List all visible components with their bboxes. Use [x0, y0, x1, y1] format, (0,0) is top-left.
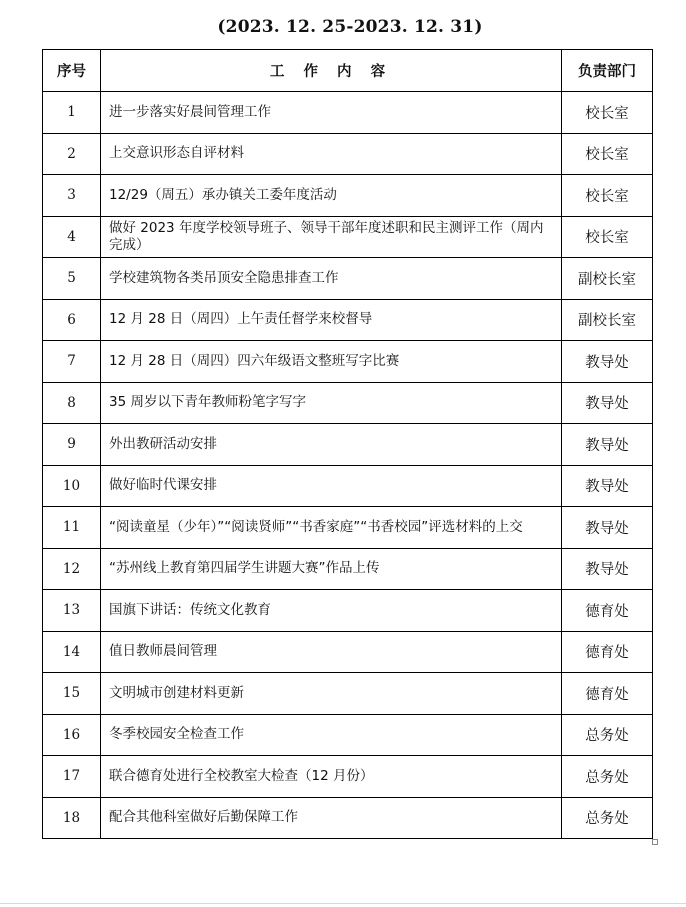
- table-row: [43, 216, 653, 258]
- task-content: 12 月 28 日（周四）四六年级语文整班写字比赛: [101, 341, 562, 383]
- table-row: [43, 92, 653, 134]
- task-content: 12 月 28 日（周四）上午责任督学来校督导: [101, 299, 562, 341]
- responsible-dept: 教导处: [562, 548, 653, 590]
- table-row: [43, 341, 653, 383]
- row-number: 18: [43, 797, 101, 839]
- responsible-dept: 副校长室: [562, 299, 653, 341]
- table-row: [43, 175, 653, 217]
- task-content: “苏州线上教育第四届学生讲题大赛”作品上传: [101, 548, 562, 590]
- row-number: 1: [43, 92, 101, 134]
- task-content: 冬季校园安全检查工作: [101, 714, 562, 756]
- row-number: 3: [43, 175, 101, 217]
- responsible-dept: 校长室: [562, 133, 653, 175]
- header-content: 工 作 内 容: [101, 50, 562, 92]
- table-row: [43, 424, 653, 466]
- table-body: [43, 92, 653, 839]
- task-content: 联合德育处进行全校教室大检查（12 月份）: [101, 756, 562, 798]
- table-row: [43, 631, 653, 673]
- table-row: [43, 673, 653, 715]
- responsible-dept: 总务处: [562, 797, 653, 839]
- row-number: 13: [43, 590, 101, 632]
- table-row: [43, 507, 653, 549]
- responsible-dept: 校长室: [562, 175, 653, 217]
- task-content: 进一步落实好晨间管理工作: [101, 92, 562, 134]
- table-row: [43, 756, 653, 798]
- responsible-dept: 德育处: [562, 631, 653, 673]
- table-row: [43, 382, 653, 424]
- row-number: 10: [43, 465, 101, 507]
- row-number: 7: [43, 341, 101, 383]
- task-content: 国旗下讲话：传统文化教育: [101, 590, 562, 632]
- task-content: 35 周岁以下青年教师粉笔字写字: [101, 382, 562, 424]
- task-content: 学校建筑物各类吊顶安全隐患排查工作: [101, 258, 562, 300]
- header-dept: 负责部门: [562, 50, 653, 92]
- row-number: 5: [43, 258, 101, 300]
- table-row: [43, 258, 653, 300]
- row-number: 4: [43, 216, 101, 258]
- row-number: 9: [43, 424, 101, 466]
- row-number: 12: [43, 548, 101, 590]
- table-row: [43, 299, 653, 341]
- responsible-dept: 总务处: [562, 756, 653, 798]
- task-content: 做好临时代课安排: [101, 465, 562, 507]
- row-number: 2: [43, 133, 101, 175]
- page-title: (2023. 12. 25-2023. 12. 31): [217, 17, 483, 37]
- table-row: [43, 714, 653, 756]
- responsible-dept: 德育处: [562, 673, 653, 715]
- responsible-dept: 校长室: [562, 216, 653, 258]
- row-number: 11: [43, 507, 101, 549]
- responsible-dept: 教导处: [562, 341, 653, 383]
- table-row: [43, 465, 653, 507]
- responsible-dept: 教导处: [562, 382, 653, 424]
- table-row: [43, 590, 653, 632]
- responsible-dept: 教导处: [562, 507, 653, 549]
- row-number: 17: [43, 756, 101, 798]
- task-content: 12/29（周五）承办镇关工委年度活动: [101, 175, 562, 217]
- row-number: 14: [43, 631, 101, 673]
- page-bottom-divider: [0, 903, 686, 904]
- responsible-dept: 副校长室: [562, 258, 653, 300]
- task-content: 配合其他科室做好后勤保障工作: [101, 797, 562, 839]
- header-no: 序号: [43, 50, 101, 92]
- task-content: 文明城市创建材料更新: [101, 673, 562, 715]
- table-row: [43, 797, 653, 839]
- responsible-dept: 德育处: [562, 590, 653, 632]
- responsible-dept: 总务处: [562, 714, 653, 756]
- row-number: 6: [43, 299, 101, 341]
- table-header-row: [43, 50, 653, 92]
- row-number: 8: [43, 382, 101, 424]
- responsible-dept: 教导处: [562, 465, 653, 507]
- responsible-dept: 校长室: [562, 92, 653, 134]
- table-row: [43, 133, 653, 175]
- task-content: 上交意识形态自评材料: [101, 133, 562, 175]
- row-number: 15: [43, 673, 101, 715]
- task-content: “阅读童星（少年）”“阅读贤师”“书香家庭”“书香校园”评选材料的上交: [101, 507, 562, 549]
- responsible-dept: 教导处: [562, 424, 653, 466]
- task-content: 值日教师晨间管理: [101, 631, 562, 673]
- task-content: 外出教研活动安排: [101, 424, 562, 466]
- end-of-cell-marker: [652, 839, 658, 845]
- table-row: [43, 548, 653, 590]
- row-number: 16: [43, 714, 101, 756]
- schedule-table: [42, 49, 653, 839]
- task-content: 做好 2023 年度学校领导班子、领导干部年度述职和民主测评工作（周内完成）: [101, 216, 562, 258]
